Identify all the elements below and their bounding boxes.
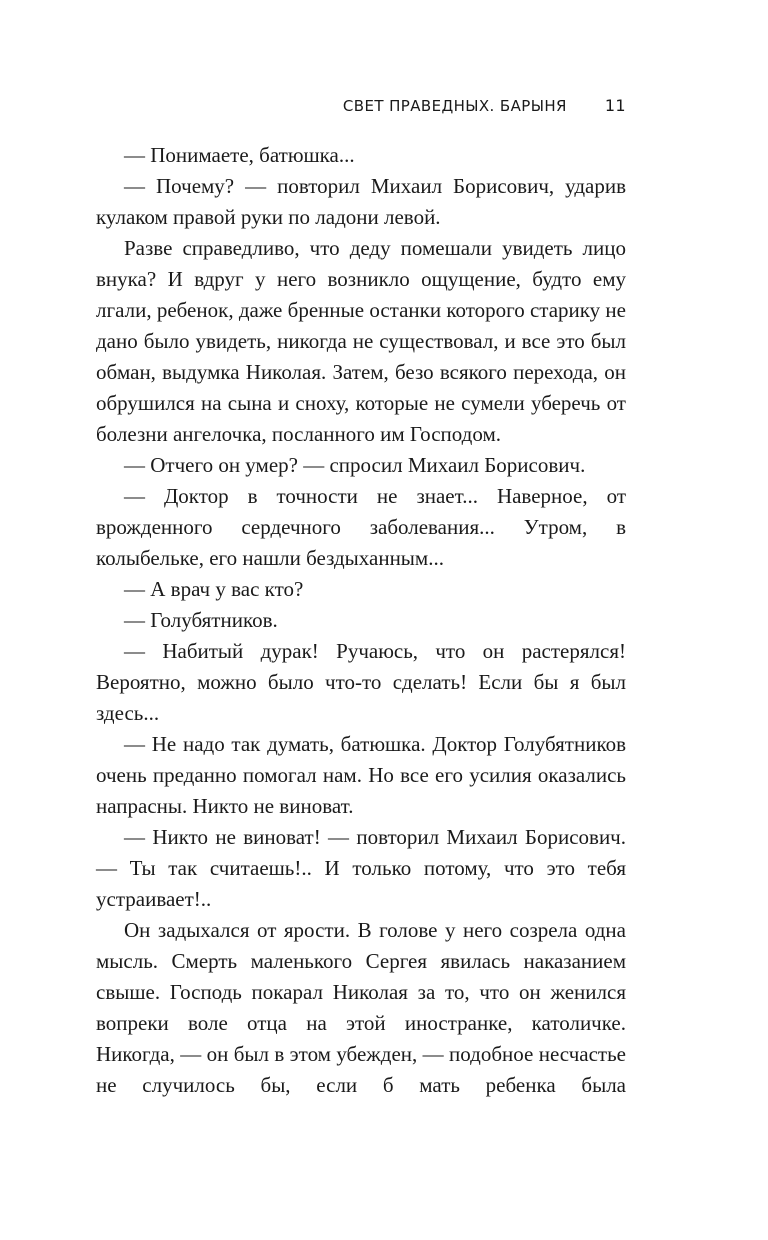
paragraph: Он задыхался от ярости. В голове у него созрела одна мысль. Смерть маленького Сергея явилась наказанием свыше. Господь покарал Николая за то, что он женился вопреки воле отца на этой иностранке, католичке. Никогда, — он был в этом убежден, — подобное несчастье не случилось бы, если б мать ребенка была [96, 918, 626, 1097]
paragraph: — Голубятников. [124, 608, 278, 632]
paragraph: — Не надо так думать, батюшка. Доктор Голубятников очень преданно помогал нам. Но все его усилия оказались напрасны. Никто не виноват. [96, 732, 626, 818]
paragraph: — Понимаете, батюшка... [124, 143, 355, 167]
paragraph: — Никто не виноват! — повторил Михаил Борисович. — Ты так считаешь!.. И только потому, что это тебя устраивает!.. [96, 825, 626, 911]
body-text [96, 140, 626, 1101]
running-head [96, 96, 626, 115]
paragraph: — Доктор в точности не знает... Наверное, от врожденного сердечного заболевания... Утром, в колыбельке, его нашли бездыханным... [96, 484, 626, 570]
paragraph: — Отчего он умер? — спросил Михаил Борисович. [124, 453, 586, 477]
paragraph: — А врач у вас кто? [124, 577, 304, 601]
paragraph: Разве справедливо, что деду помешали увидеть лицо внука? И вдруг у него возникло ощущение, будто ему лгали, ребенок, даже бренные останки которого старику не дано было увидеть, никогда не существовал, и все это был обман, выдумка Николая. Затем, безо всякого перехода, он обрушился на сына и сноху, которые не сумели уберечь от болезни ангелочка, посланного им Господом. [96, 236, 626, 446]
running-title: СВЕТ ПРАВЕДНЫХ. БАРЫНЯ [342, 97, 567, 115]
paragraph: — Набитый дурак! Ручаюсь, что он растерялся! Вероятно, можно было что-то сделать! Если бы я был здесь... [96, 639, 626, 725]
paragraph: — Почему? — повторил Михаил Борисович, ударив кулаком правой руки по ладони левой. [96, 174, 626, 229]
page-number: 11 [604, 96, 626, 115]
